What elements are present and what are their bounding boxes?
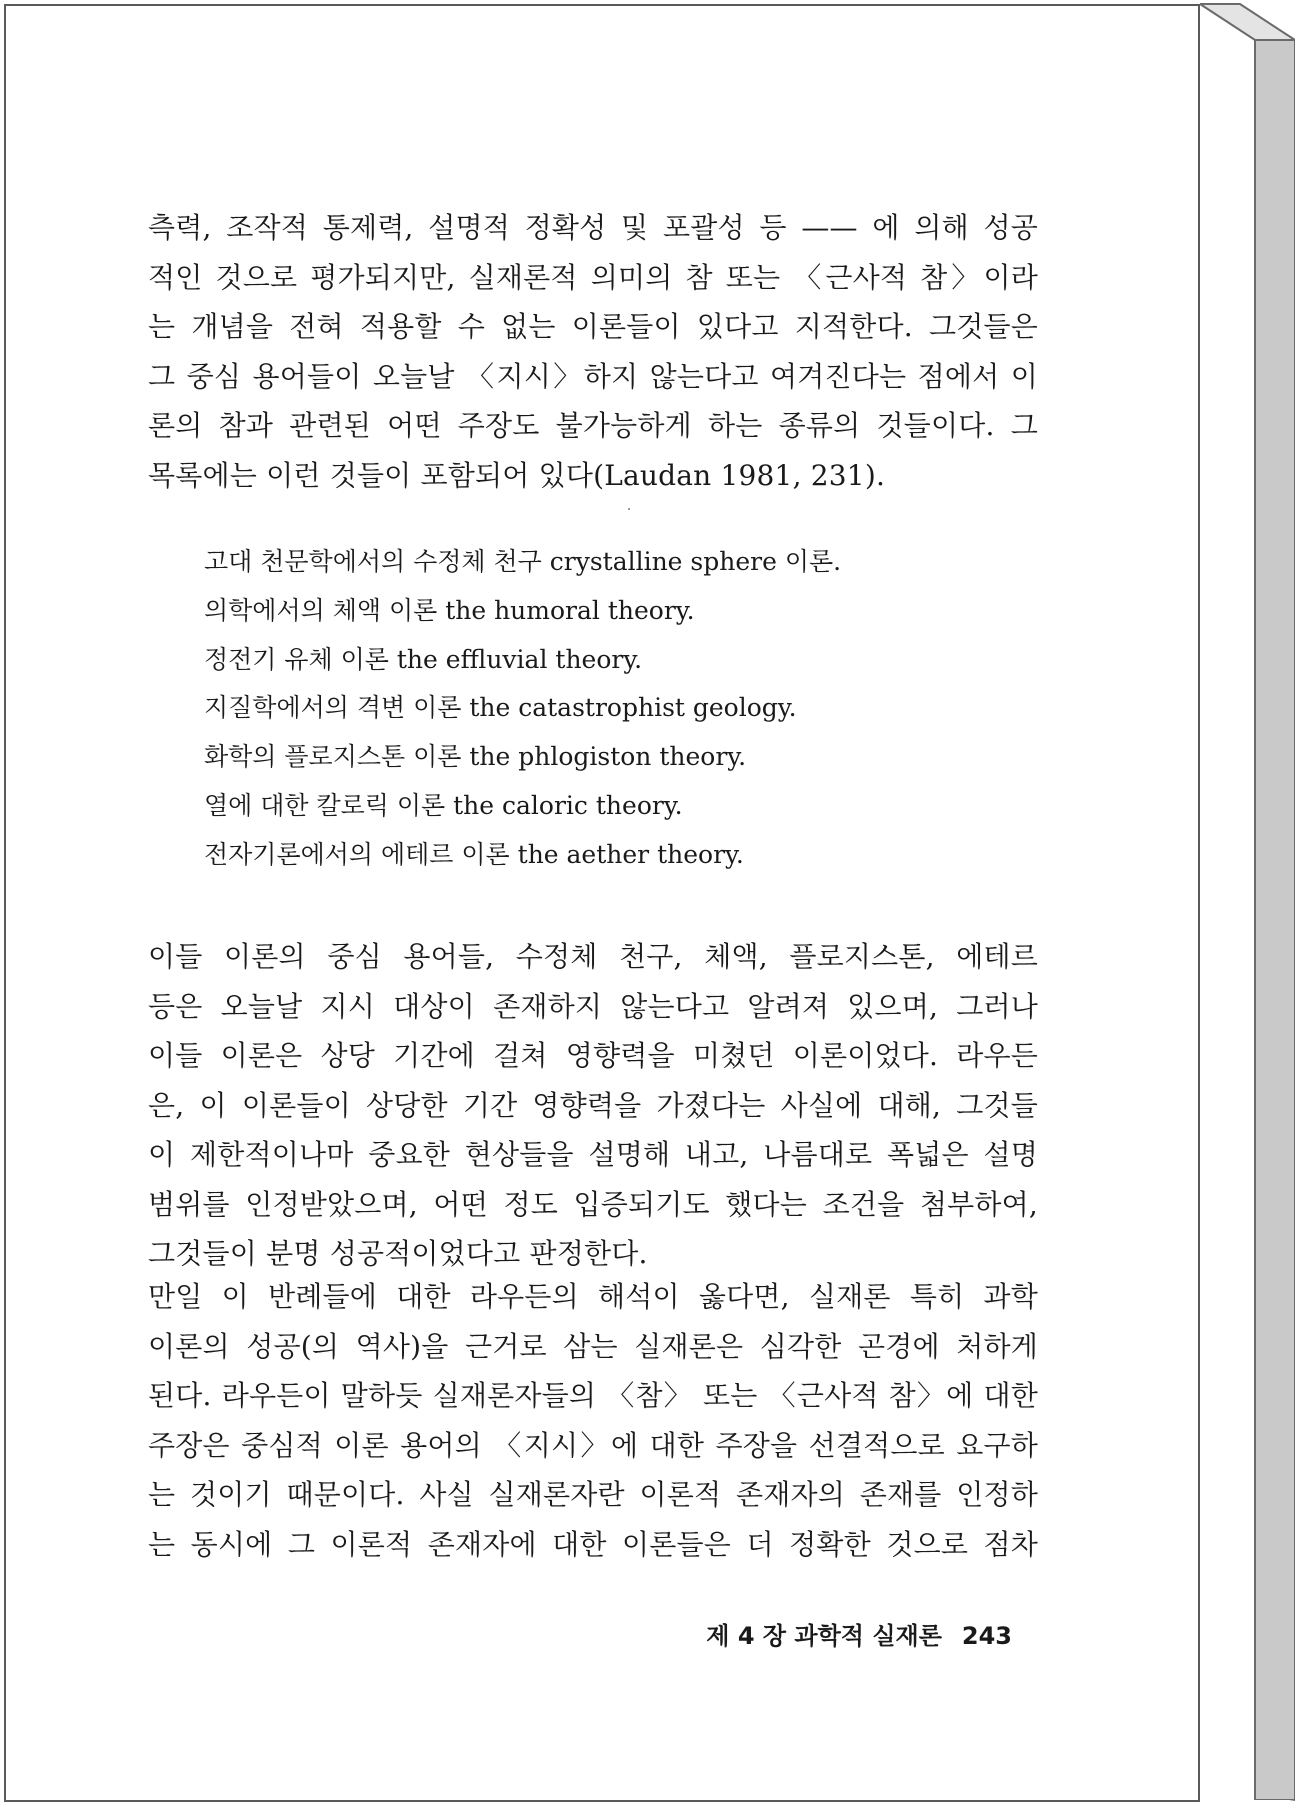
text-line: 범위를 인정받았으며, 어떤 정도 입증되기도 했다는 조건을 첨부하여,	[148, 1187, 1038, 1221]
text-line: 주장은 중심적 이론 용어의 〈지시〉에 대한 주장을 선결적으로 요구하	[148, 1428, 1038, 1462]
text-line: 이론의 성공(의 역사)을 근거로 삼는 실재론은 심각한 곤경에 처하게	[148, 1329, 1038, 1363]
theory-list	[204, 538, 1024, 880]
text-line: 목록에는 이런 것들이 포함되어 있다(Laudan 1981, 231).	[148, 458, 886, 492]
list-item: 열에 대한 칼로릭 이론 the caloric theory.	[204, 790, 683, 820]
text-line: 는 동시에 그 이론적 존재자에 대한 이론들은 더 정확한 것으로 점차	[148, 1527, 1038, 1561]
text-line: 측력, 조작적 통제력, 설명적 정확성 및 포괄성 등 —— 에 의해 성공	[148, 211, 1038, 244]
list-item: 화학의 플로지스톤 이론 the phlogiston theory.	[204, 742, 747, 772]
page-number: 243	[961, 1622, 1012, 1650]
list-item: 의학에서의 체액 이론 the humoral theory.	[204, 595, 695, 625]
list-item: 정전기 유체 이론 the effluvial theory.	[204, 644, 643, 674]
paragraph-3	[148, 1272, 1038, 1569]
page-edge	[1200, 0, 1295, 1806]
book-page	[4, 4, 1200, 1802]
speck	[628, 508, 630, 510]
list-item: 고대 천문학에서의 수정체 천구 crystalline sphere 이론.	[204, 547, 842, 576]
page-footer	[706, 1616, 1012, 1651]
book-edge-shape	[1200, 0, 1295, 1806]
text-line: 는 것이기 때문이다. 사실 실재론자란 이론적 존재자의 존재를 인정하	[148, 1478, 1038, 1511]
paragraph-1	[148, 203, 1038, 500]
list-item: 지질학에서의 격변 이론 the catastrophist geology.	[204, 693, 797, 723]
text-line: 이 제한적이나마 중요한 현상들을 설명해 내고, 나름대로 폭넓은 설명	[148, 1138, 1038, 1171]
text-line: 적인 것으로 평가되지만, 실재론적 의미의 참 또는 〈근사적 참〉이라	[148, 260, 1038, 294]
text-line: 등은 오늘날 지시 대상이 존재하지 않는다고 알려져 있으며, 그러나	[148, 989, 1038, 1023]
text-line: 이들 이론은 상당 기간에 걸쳐 영향력을 미쳤던 이론이었다. 라우든	[148, 1039, 1038, 1072]
text-line: 만일 이 반례들에 대한 라우든의 해석이 옳다면, 실재론 특히 과학	[148, 1280, 1038, 1313]
list-item: 전자기론에서의 에테르 이론 the aether theory.	[204, 839, 744, 869]
text-line: 그 중심 용어들이 오늘날 〈지시〉하지 않는다고 여겨진다는 점에서 이	[148, 359, 1038, 393]
text-line: 된다. 라우든이 말하듯 실재론자들의 〈참〉 또는 〈근사적 참〉에 대한	[148, 1379, 1038, 1412]
text-line: 은, 이 이론들이 상당한 기간 영향력을 가졌다는 사실에 대해, 그것들	[148, 1088, 1038, 1122]
chapter-title: 제 4 장 과학적 실재론	[706, 1622, 942, 1650]
text-line: 그것들이 분명 성공적이었다고 판정한다.	[148, 1237, 648, 1270]
paragraph-2	[148, 932, 1038, 1279]
text-line: 이들 이론의 중심 용어들, 수정체 천구, 체액, 플로지스톤, 에테르	[148, 940, 1038, 973]
text-line: 는 개념을 전혀 적용할 수 없는 이론들이 있다고 지적한다. 그것들은	[148, 310, 1038, 343]
text-line: 론의 참과 관련된 어떤 주장도 불가능하게 하는 종류의 것들이다. 그	[148, 409, 1038, 442]
